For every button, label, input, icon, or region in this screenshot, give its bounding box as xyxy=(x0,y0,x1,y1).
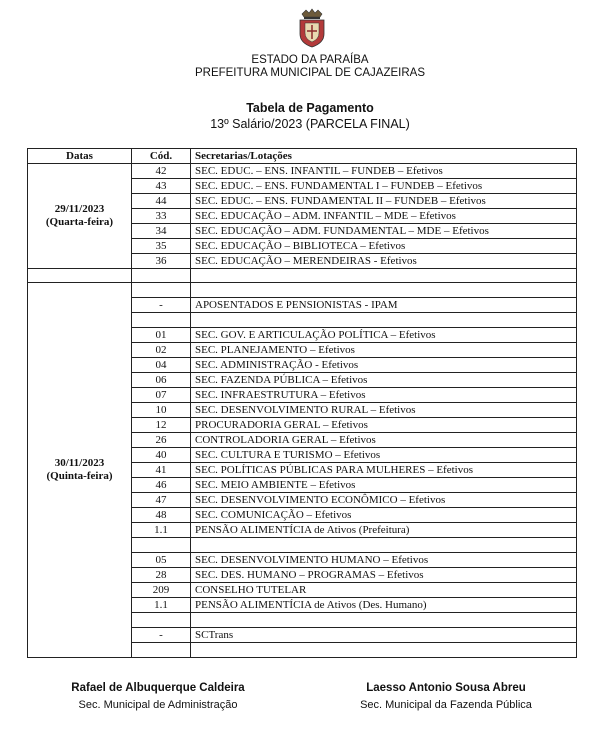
department-cell: CONSELHO TUTELAR xyxy=(191,583,577,598)
department-cell: SEC. EDUCAÇÃO – MERENDEIRAS - Efetivos xyxy=(191,254,577,269)
code-cell: 1.1 xyxy=(132,523,191,538)
code-cell: 02 xyxy=(132,343,191,358)
code-cell: 46 xyxy=(132,478,191,493)
payment-date-cell xyxy=(28,283,132,658)
code-cell xyxy=(132,313,191,328)
code-cell: - xyxy=(132,298,191,313)
department-cell xyxy=(191,643,577,658)
state-name: ESTADO DA PARAÍBA xyxy=(251,54,369,66)
code-cell xyxy=(132,643,191,658)
department-cell: SEC. DESENVOLVIMENTO HUMANO – Efetivos xyxy=(191,553,577,568)
payment-table xyxy=(27,148,577,658)
department-cell: SEC. PLANEJAMENTO – Efetivos xyxy=(191,343,577,358)
department-cell: SEC. EDUC. – ENS. FUNDAMENTAL I – FUNDEB – Efetivos xyxy=(191,179,577,194)
code-cell: 34 xyxy=(132,224,191,239)
code-cell xyxy=(132,613,191,628)
document-subtitle: 13º Salário/2023 (PARCELA FINAL) xyxy=(210,117,410,131)
department-cell: SEC. EDUCAÇÃO – ADM. FUNDAMENTAL – MDE – Efetivos xyxy=(191,224,577,239)
signatory-role: Sec. Municipal de Administração xyxy=(78,699,238,711)
payment-weekday: (Quinta-feira) xyxy=(46,470,113,482)
header-dates: Datas xyxy=(28,149,132,164)
code-cell: 1.1 xyxy=(132,598,191,613)
code-cell: 01 xyxy=(132,328,191,343)
code-cell: 209 xyxy=(132,583,191,598)
payment-date: 30/11/2023 xyxy=(54,457,105,469)
code-cell: 36 xyxy=(132,254,191,269)
signature-block-finance xyxy=(316,682,576,711)
document-title: Tabela de Pagamento xyxy=(246,101,374,115)
code-cell: 48 xyxy=(132,508,191,523)
department-cell xyxy=(191,538,577,553)
department-cell: PROCURADORIA GERAL – Efetivos xyxy=(191,418,577,433)
payment-date-cell xyxy=(28,164,132,269)
department-cell: SEC. CULTURA E TURISMO – Efetivos xyxy=(191,448,577,463)
department-cell: SEC. ADMINISTRAÇÃO - Efetivos xyxy=(191,358,577,373)
table-header-row xyxy=(28,149,577,164)
code-cell xyxy=(132,538,191,553)
code-cell: 44 xyxy=(132,194,191,209)
coat-of-arms-icon xyxy=(296,8,328,48)
table-row xyxy=(28,164,577,179)
group-separator xyxy=(28,269,577,283)
table-row xyxy=(28,283,577,298)
code-cell: 28 xyxy=(132,568,191,583)
code-cell: 43 xyxy=(132,179,191,194)
department-cell: APOSENTADOS E PENSIONISTAS - IPAM xyxy=(191,298,577,313)
code-cell: 10 xyxy=(132,403,191,418)
department-cell: SEC. MEIO AMBIENTE – Efetivos xyxy=(191,478,577,493)
department-cell xyxy=(191,283,577,298)
separator-row xyxy=(28,269,577,283)
signature-block-administration xyxy=(28,682,288,711)
city-hall-name: PREFEITURA MUNICIPAL DE CAJAZEIRAS xyxy=(194,67,426,79)
department-cell: SEC. EDUC. – ENS. FUNDAMENTAL II – FUNDEB – Efetivos xyxy=(191,194,577,209)
department-cell: SEC. EDUC. – ENS. INFANTIL – FUNDEB – Efetivos xyxy=(191,164,577,179)
department-cell: SEC. FAZENDA PÚBLICA – Efetivos xyxy=(191,373,577,388)
department-cell: SEC. POLÍTICAS PÚBLICAS PARA MULHERES – Efetivos xyxy=(191,463,577,478)
department-cell: PENSÃO ALIMENTÍCIA de Ativos (Des. Humano) xyxy=(191,598,577,613)
department-cell xyxy=(191,613,577,628)
code-cell: 42 xyxy=(132,164,191,179)
department-cell: CONTROLADORIA GERAL – Efetivos xyxy=(191,433,577,448)
department-cell: SCTrans xyxy=(191,628,577,643)
group2-body xyxy=(28,283,577,658)
department-cell: SEC. EDUCAÇÃO – ADM. INFANTIL – MDE – Efetivos xyxy=(191,209,577,224)
code-cell: 12 xyxy=(132,418,191,433)
department-cell xyxy=(191,313,577,328)
code-cell: 07 xyxy=(132,388,191,403)
separator-cell xyxy=(28,269,132,283)
department-cell: PENSÃO ALIMENTÍCIA de Ativos (Prefeitura) xyxy=(191,523,577,538)
code-cell: 05 xyxy=(132,553,191,568)
department-cell: SEC. INFRAESTRUTURA – Efetivos xyxy=(191,388,577,403)
department-cell: SEC. GOV. E ARTICULAÇÃO POLÍTICA – Efetivos xyxy=(191,328,577,343)
code-cell: 06 xyxy=(132,373,191,388)
code-cell: 04 xyxy=(132,358,191,373)
separator-cell xyxy=(191,269,577,283)
code-cell: 41 xyxy=(132,463,191,478)
code-cell: 40 xyxy=(132,448,191,463)
signatory-name: Rafael de Albuquerque Caldeira xyxy=(71,682,245,694)
code-cell: 26 xyxy=(132,433,191,448)
code-cell: - xyxy=(132,628,191,643)
header-departments: Secretarias/Lotações xyxy=(191,149,577,164)
payment-date: 29/11/2023 xyxy=(54,203,105,215)
code-cell: 33 xyxy=(132,209,191,224)
code-cell xyxy=(132,283,191,298)
group1-body xyxy=(28,164,577,269)
header-code: Cód. xyxy=(132,149,191,164)
department-cell: SEC. EDUCAÇÃO – BIBLIOTECA – Efetivos xyxy=(191,239,577,254)
department-cell: SEC. COMUNICAÇÃO – Efetivos xyxy=(191,508,577,523)
code-cell: 47 xyxy=(132,493,191,508)
signatory-role: Sec. Municipal da Fazenda Pública xyxy=(360,699,532,711)
department-cell: SEC. DESENVOLVIMENTO ECONÔMICO – Efetivos xyxy=(191,493,577,508)
department-cell: SEC. DESENVOLVIMENTO RURAL – Efetivos xyxy=(191,403,577,418)
signatory-name: Laesso Antonio Sousa Abreu xyxy=(366,682,526,694)
code-cell: 35 xyxy=(132,239,191,254)
separator-cell xyxy=(132,269,191,283)
department-cell: SEC. DES. HUMANO – PROGRAMAS – Efetivos xyxy=(191,568,577,583)
payment-weekday: (Quarta-feira) xyxy=(45,216,114,228)
